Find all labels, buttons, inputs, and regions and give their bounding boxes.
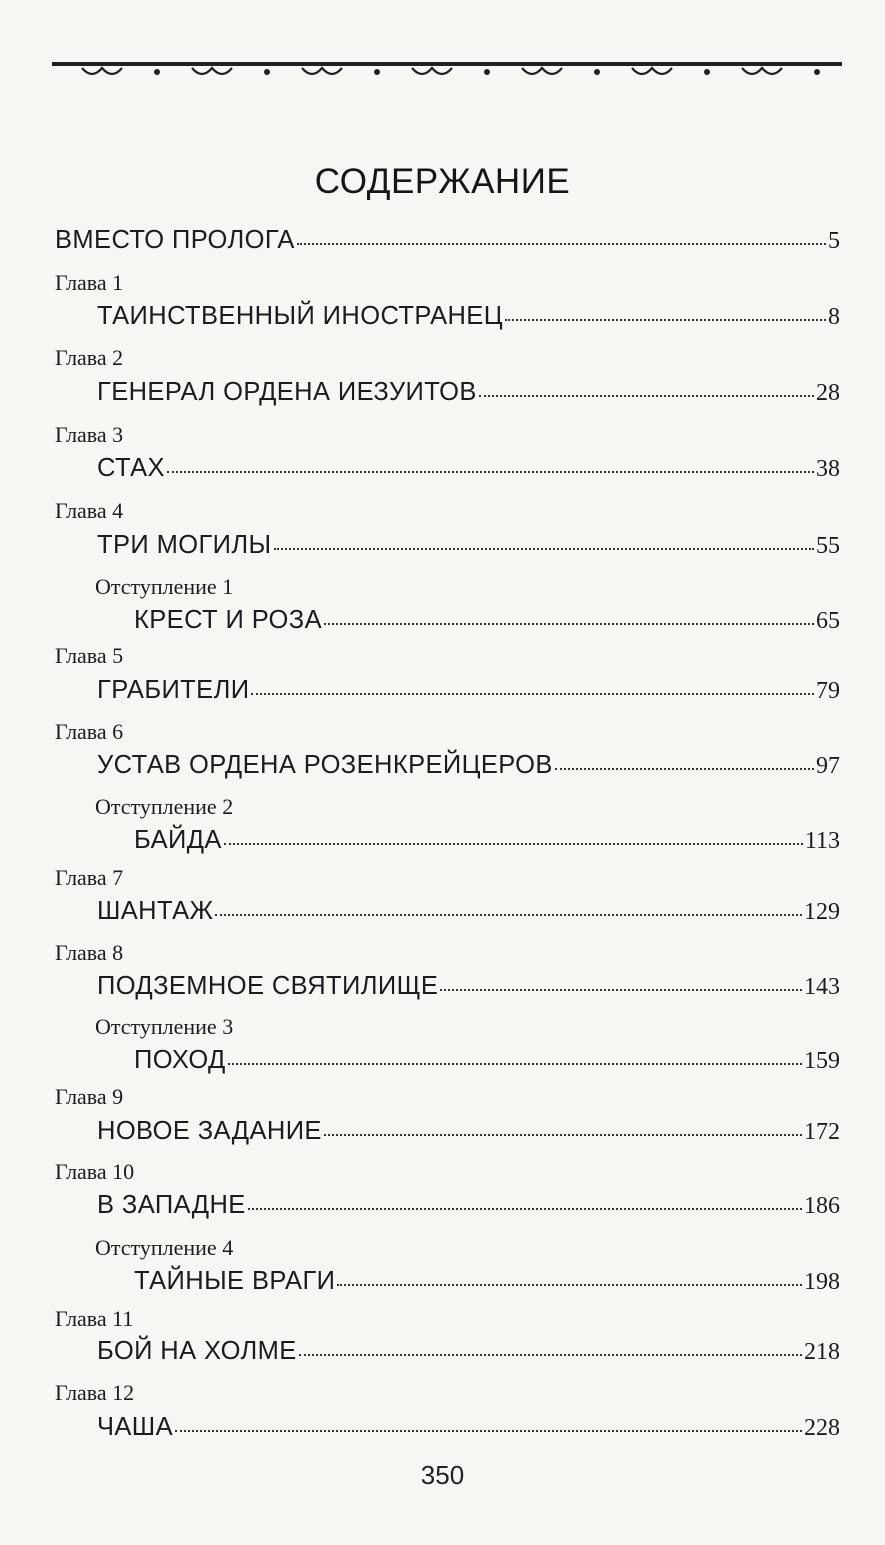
toc-entry-label: Глава 11 [55, 1306, 134, 1331]
toc-entry-page: 5 [828, 228, 840, 254]
toc-entry-title: ГЕНЕРАЛ ОРДЕНА ИЕЗУИТОВ [97, 378, 477, 406]
toc-entry-title: БАЙДА [134, 826, 222, 854]
toc-entry-page: 55 [816, 533, 840, 559]
toc-entry-title: ПОХОД [134, 1046, 226, 1074]
toc-entry-page: 198 [804, 1269, 840, 1295]
dot-leader [440, 987, 802, 991]
toc-entry[interactable] [55, 226, 840, 255]
toc-entry-title: БОЙ НА ХОЛМЕ [97, 1337, 297, 1365]
toc-entry[interactable] [97, 454, 840, 483]
toc-entry-page: 113 [804, 828, 840, 854]
toc-entry[interactable] [97, 897, 840, 926]
toc-entry-title: УСТАВ ОРДЕНА РОЗЕНКРЕЙЦЕРОВ [97, 751, 553, 779]
toc-entry[interactable] [97, 378, 840, 407]
toc-entry[interactable] [97, 1191, 840, 1220]
toc-entry[interactable] [134, 826, 840, 855]
toc-entry[interactable] [134, 1046, 840, 1075]
page-title: СОДЕРЖАНИЕ [314, 162, 571, 201]
dot-leader [505, 317, 826, 321]
toc-entry-title: В ЗАПАДНЕ [97, 1191, 246, 1219]
toc-entry[interactable] [97, 1413, 840, 1442]
toc-entry-label: Глава 10 [55, 1159, 135, 1184]
toc-entry-label: Глава 1 [55, 270, 124, 295]
toc-entry-page: 186 [804, 1193, 840, 1219]
toc-entry-page: 143 [804, 974, 840, 1000]
toc-entry-title: ЧАША [97, 1413, 173, 1441]
toc-entry-label: Глава 3 [55, 422, 124, 447]
toc-entry-page: 228 [804, 1415, 840, 1441]
dot-leader [175, 1428, 802, 1432]
footer-page-number: 350 [420, 1460, 465, 1490]
toc-entry[interactable] [134, 1267, 840, 1296]
toc-entry-page: 38 [816, 456, 840, 482]
dot-leader [299, 1352, 802, 1356]
toc-entry-title: ТАИНСТВЕННЫЙ ИНОСТРАНЕЦ [97, 302, 503, 330]
toc-entry-title: ТРИ МОГИЛЫ [97, 531, 272, 559]
dot-leader [337, 1282, 802, 1286]
toc-entry-label: Глава 12 [55, 1380, 135, 1405]
dot-leader [167, 469, 814, 473]
toc-entry-page: 159 [804, 1048, 840, 1074]
toc-entry[interactable] [97, 751, 840, 780]
toc-entry-label: Глава 2 [55, 345, 124, 370]
toc-entry-page: 79 [816, 678, 840, 704]
toc-entry-title: ТАЙНЫЕ ВРАГИ [134, 1267, 336, 1295]
toc-entry-title: КРЕСТ И РОЗА [134, 606, 323, 634]
toc-entry[interactable] [97, 676, 840, 705]
toc-entry-label: Глава 5 [55, 643, 124, 668]
toc-entry-title: НОВОЕ ЗАДАНИЕ [97, 1117, 322, 1145]
toc-entry-page: 65 [816, 608, 840, 634]
dot-leader [479, 393, 814, 397]
toc-entry-label: Глава 9 [55, 1084, 124, 1109]
toc-entry-label: Отступление 4 [95, 1235, 234, 1260]
toc-entry-label: Отступление 1 [95, 574, 234, 599]
toc-entry[interactable] [97, 972, 840, 1001]
dot-leader [555, 766, 814, 770]
dot-leader [251, 691, 814, 695]
dot-leader [228, 1061, 802, 1065]
toc-entry[interactable] [97, 302, 840, 331]
toc-entry-page: 8 [828, 304, 840, 330]
toc-entry[interactable] [97, 531, 840, 560]
toc-entry-page: 97 [816, 753, 840, 779]
toc-entry-page: 172 [804, 1119, 840, 1145]
toc-entry-label: Глава 7 [55, 865, 124, 890]
dot-leader [324, 1132, 802, 1136]
toc-entry-title: ГРАБИТЕЛИ [97, 676, 250, 704]
toc-entry-label: Глава 8 [55, 940, 124, 965]
toc-entry-label: Отступление 2 [95, 794, 234, 819]
toc-entry-title: ШАНТАЖ [97, 897, 214, 925]
toc-entry[interactable] [97, 1117, 840, 1146]
toc-entry-title: ВМЕСТО ПРОЛОГА [55, 226, 295, 254]
toc-entry-label: Глава 4 [55, 498, 124, 523]
toc-entry-title: ПОДЗЕМНОЕ СВЯТИЛИЩЕ [97, 972, 439, 1000]
toc-entry[interactable] [97, 1337, 840, 1366]
toc-entry-label: Глава 6 [55, 719, 124, 744]
toc-entry-label: Отступление 3 [95, 1014, 234, 1039]
toc-entry-title: СТАХ [97, 454, 165, 482]
dot-leader [297, 241, 826, 245]
dot-leader [274, 546, 814, 550]
dot-leader [248, 1206, 802, 1210]
toc-entry-page: 218 [804, 1339, 840, 1365]
dot-leader [224, 841, 803, 845]
toc-entry-page: 129 [804, 899, 840, 925]
dot-leader [324, 621, 814, 625]
dot-leader [215, 912, 802, 916]
toc-entry-page: 28 [816, 380, 840, 406]
toc-entry[interactable] [134, 606, 840, 635]
